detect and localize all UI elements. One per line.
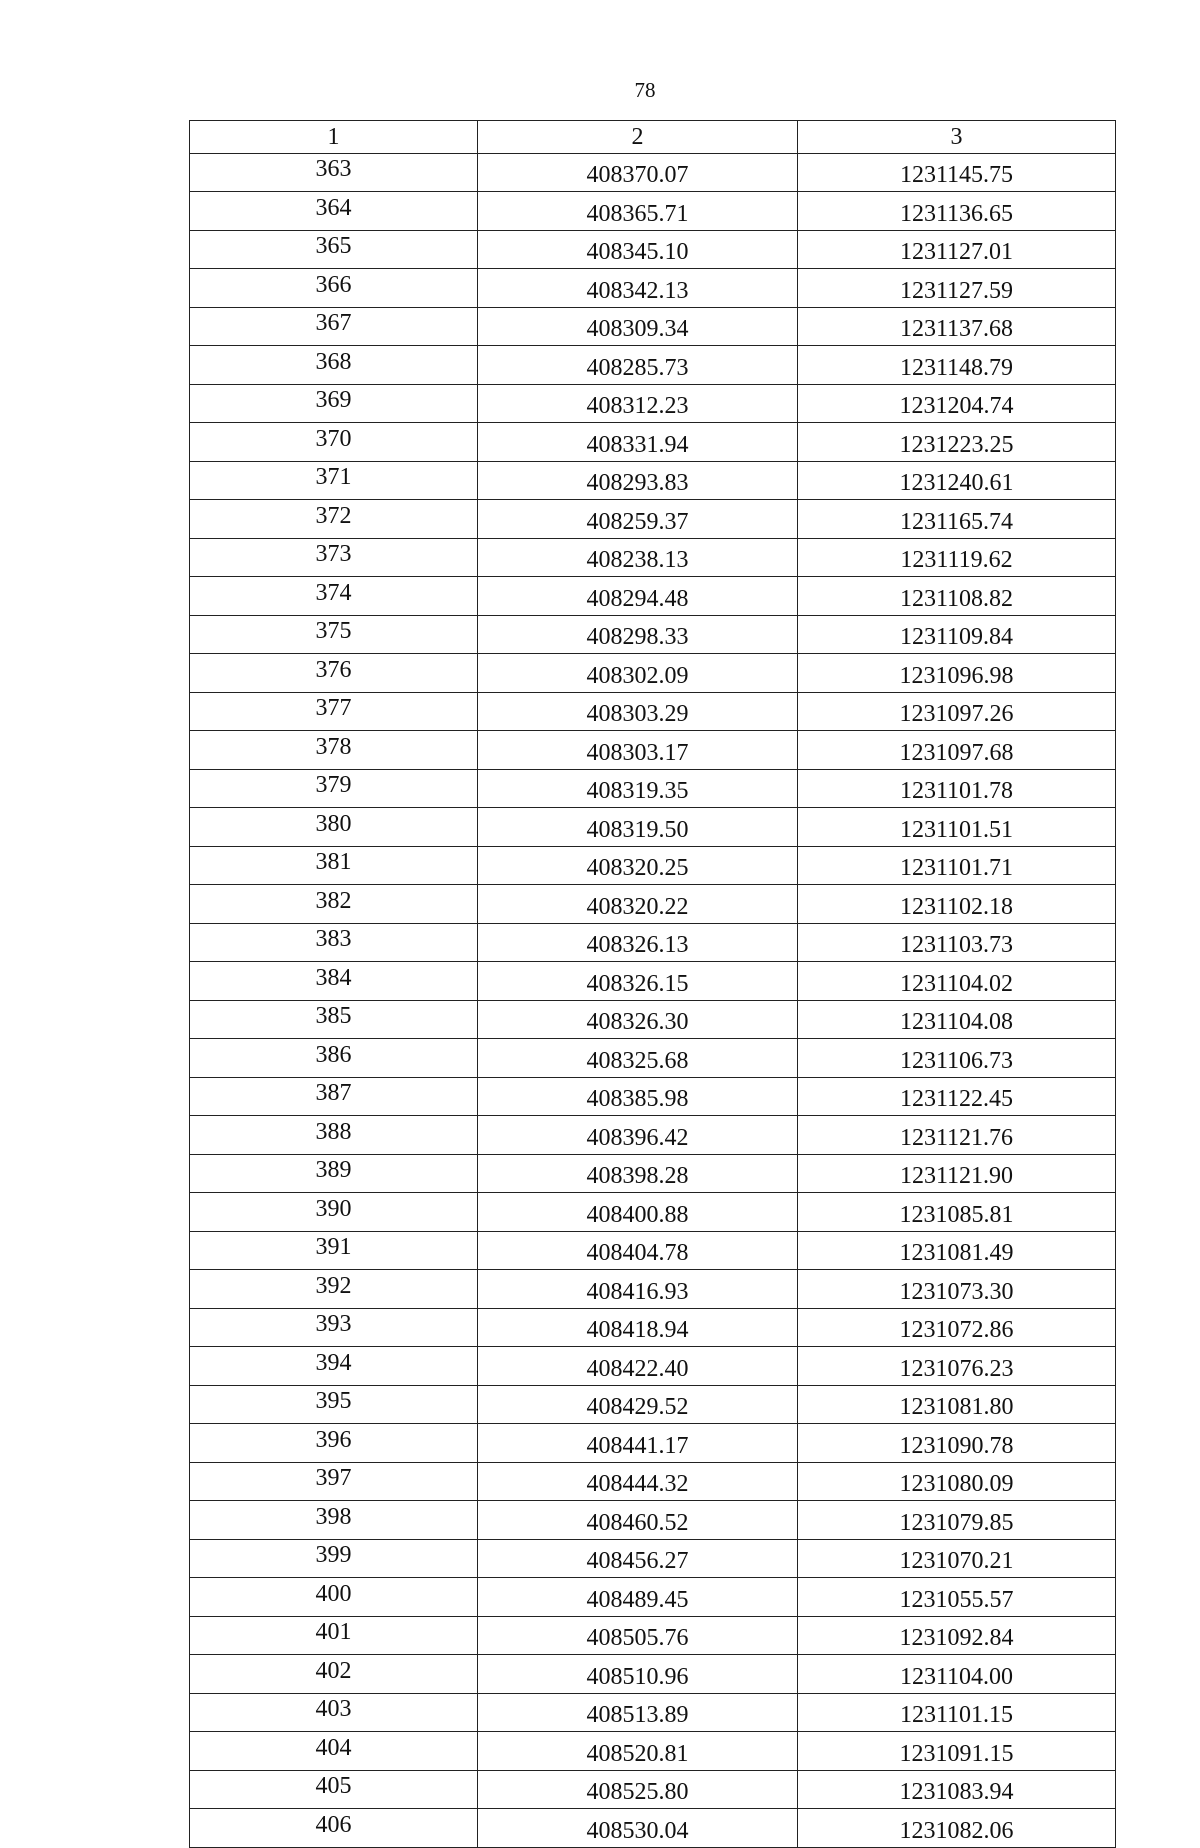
x-coordinate-cell: 408320.25 — [478, 846, 798, 885]
table-row — [190, 846, 1116, 885]
table-row — [190, 731, 1116, 770]
point-number-cell: 386 — [190, 1039, 478, 1078]
x-coordinate-cell: 408370.07 — [478, 153, 798, 192]
y-coordinate-cell: 1231127.59 — [798, 269, 1116, 308]
y-coordinate-cell: 1231101.51 — [798, 808, 1116, 847]
x-coordinate-cell: 408302.09 — [478, 654, 798, 693]
table-row — [190, 885, 1116, 924]
x-coordinate-cell: 408441.17 — [478, 1424, 798, 1463]
table-row — [190, 692, 1116, 731]
y-coordinate-cell: 1231080.09 — [798, 1462, 1116, 1501]
y-coordinate-cell: 1231165.74 — [798, 500, 1116, 539]
x-coordinate-cell: 408385.98 — [478, 1077, 798, 1116]
y-coordinate-cell: 1231136.65 — [798, 192, 1116, 231]
y-coordinate-cell: 1231097.26 — [798, 692, 1116, 731]
x-coordinate-cell: 408303.17 — [478, 731, 798, 770]
table-row — [190, 500, 1116, 539]
point-number-cell: 374 — [190, 577, 478, 616]
x-coordinate-cell: 408238.13 — [478, 538, 798, 577]
y-coordinate-cell: 1231076.23 — [798, 1347, 1116, 1386]
table-row — [190, 192, 1116, 231]
table-row — [190, 1270, 1116, 1309]
y-coordinate-cell: 1231055.57 — [798, 1578, 1116, 1617]
point-number-cell: 372 — [190, 500, 478, 539]
table-row — [190, 1616, 1116, 1655]
x-coordinate-cell: 408505.76 — [478, 1616, 798, 1655]
table-row — [190, 307, 1116, 346]
table-row — [190, 1347, 1116, 1386]
x-coordinate-cell: 408365.71 — [478, 192, 798, 231]
table-row — [190, 1539, 1116, 1578]
y-coordinate-cell: 1231122.45 — [798, 1077, 1116, 1116]
table-row — [190, 1501, 1116, 1540]
y-coordinate-cell: 1231204.74 — [798, 384, 1116, 423]
point-number-cell: 366 — [190, 269, 478, 308]
point-number-cell: 373 — [190, 538, 478, 577]
table-row — [190, 1000, 1116, 1039]
point-number-cell: 383 — [190, 923, 478, 962]
table-row — [190, 1193, 1116, 1232]
table-row — [190, 1077, 1116, 1116]
y-coordinate-cell: 1231081.80 — [798, 1385, 1116, 1424]
point-number-cell: 369 — [190, 384, 478, 423]
point-number-cell: 378 — [190, 731, 478, 770]
x-coordinate-cell: 408285.73 — [478, 346, 798, 385]
x-coordinate-cell: 408303.29 — [478, 692, 798, 731]
y-coordinate-cell: 1231091.15 — [798, 1732, 1116, 1771]
table-row — [190, 346, 1116, 385]
y-coordinate-cell: 1231119.62 — [798, 538, 1116, 577]
table-row — [190, 1424, 1116, 1463]
point-number-cell: 381 — [190, 846, 478, 885]
point-number-cell: 398 — [190, 1501, 478, 1540]
table-row — [190, 1655, 1116, 1694]
y-coordinate-cell: 1231102.18 — [798, 885, 1116, 924]
point-number-cell: 380 — [190, 808, 478, 847]
x-coordinate-cell: 408259.37 — [478, 500, 798, 539]
y-coordinate-cell: 1231090.78 — [798, 1424, 1116, 1463]
x-coordinate-cell: 408298.33 — [478, 615, 798, 654]
x-coordinate-cell: 408326.30 — [478, 1000, 798, 1039]
table-row — [190, 1462, 1116, 1501]
x-coordinate-cell: 408319.35 — [478, 769, 798, 808]
y-coordinate-cell: 1231121.90 — [798, 1154, 1116, 1193]
table-row — [190, 654, 1116, 693]
table-row — [190, 538, 1116, 577]
table-row — [190, 1308, 1116, 1347]
point-number-cell: 388 — [190, 1116, 478, 1155]
x-coordinate-cell: 408400.88 — [478, 1193, 798, 1232]
x-coordinate-cell: 408331.94 — [478, 423, 798, 462]
x-coordinate-cell: 408530.04 — [478, 1809, 798, 1848]
point-number-cell: 363 — [190, 153, 478, 192]
table-row — [190, 1732, 1116, 1771]
x-coordinate-cell: 408525.80 — [478, 1770, 798, 1809]
x-coordinate-cell: 408513.89 — [478, 1693, 798, 1732]
x-coordinate-cell: 408460.52 — [478, 1501, 798, 1540]
table-row — [190, 1809, 1116, 1848]
point-number-cell: 379 — [190, 769, 478, 808]
x-coordinate-cell: 408319.50 — [478, 808, 798, 847]
y-coordinate-cell: 1231101.71 — [798, 846, 1116, 885]
page-number: 78 — [634, 78, 656, 102]
x-coordinate-cell: 408345.10 — [478, 230, 798, 269]
point-number-cell: 393 — [190, 1308, 478, 1347]
x-coordinate-cell: 408422.40 — [478, 1347, 798, 1386]
y-coordinate-cell: 1231096.98 — [798, 654, 1116, 693]
x-coordinate-cell: 408416.93 — [478, 1270, 798, 1309]
table-row — [190, 808, 1116, 847]
point-number-cell: 402 — [190, 1655, 478, 1694]
y-coordinate-cell: 1231223.25 — [798, 423, 1116, 462]
point-number-cell: 392 — [190, 1270, 478, 1309]
x-coordinate-cell: 408293.83 — [478, 461, 798, 500]
point-number-cell: 389 — [190, 1154, 478, 1193]
y-coordinate-cell: 1231240.61 — [798, 461, 1116, 500]
y-coordinate-cell: 1231104.00 — [798, 1655, 1116, 1694]
y-coordinate-cell: 1231103.73 — [798, 923, 1116, 962]
table-row — [190, 615, 1116, 654]
table-row — [190, 962, 1116, 1001]
point-number-cell: 387 — [190, 1077, 478, 1116]
x-coordinate-cell: 408312.23 — [478, 384, 798, 423]
column-header-3: 3 — [798, 121, 1116, 154]
point-number-cell: 396 — [190, 1424, 478, 1463]
x-coordinate-cell: 408418.94 — [478, 1308, 798, 1347]
table-row — [190, 269, 1116, 308]
point-number-cell: 384 — [190, 962, 478, 1001]
point-number-cell: 390 — [190, 1193, 478, 1232]
y-coordinate-cell: 1231127.01 — [798, 230, 1116, 269]
x-coordinate-cell: 408429.52 — [478, 1385, 798, 1424]
table-row — [190, 153, 1116, 192]
table-row — [190, 1039, 1116, 1078]
point-number-cell: 405 — [190, 1770, 478, 1809]
y-coordinate-cell: 1231073.30 — [798, 1270, 1116, 1309]
point-number-cell: 404 — [190, 1732, 478, 1771]
point-number-cell: 382 — [190, 885, 478, 924]
table-row — [190, 1231, 1116, 1270]
point-number-cell: 371 — [190, 461, 478, 500]
table-row — [190, 1693, 1116, 1732]
table-row — [190, 1154, 1116, 1193]
y-coordinate-cell: 1231121.76 — [798, 1116, 1116, 1155]
table-row — [190, 1578, 1116, 1617]
y-coordinate-cell: 1231148.79 — [798, 346, 1116, 385]
table-row — [190, 1770, 1116, 1809]
x-coordinate-cell: 408325.68 — [478, 1039, 798, 1078]
point-number-cell: 399 — [190, 1539, 478, 1578]
y-coordinate-cell: 1231079.85 — [798, 1501, 1116, 1540]
point-number-cell: 391 — [190, 1231, 478, 1270]
x-coordinate-cell: 408342.13 — [478, 269, 798, 308]
table-row — [190, 423, 1116, 462]
x-coordinate-cell: 408398.28 — [478, 1154, 798, 1193]
column-header-1: 1 — [190, 121, 478, 154]
table-header-row — [190, 121, 1116, 154]
x-coordinate-cell: 408520.81 — [478, 1732, 798, 1771]
point-number-cell: 400 — [190, 1578, 478, 1617]
x-coordinate-cell: 408326.15 — [478, 962, 798, 1001]
coordinates-table — [189, 120, 1116, 1848]
x-coordinate-cell: 408326.13 — [478, 923, 798, 962]
point-number-cell: 377 — [190, 692, 478, 731]
table-row — [190, 230, 1116, 269]
y-coordinate-cell: 1231082.06 — [798, 1809, 1116, 1848]
x-coordinate-cell: 408320.22 — [478, 885, 798, 924]
table-row — [190, 461, 1116, 500]
table-row — [190, 577, 1116, 616]
point-number-cell: 365 — [190, 230, 478, 269]
table-row — [190, 769, 1116, 808]
y-coordinate-cell: 1231085.81 — [798, 1193, 1116, 1232]
x-coordinate-cell: 408489.45 — [478, 1578, 798, 1617]
point-number-cell: 375 — [190, 615, 478, 654]
y-coordinate-cell: 1231072.86 — [798, 1308, 1116, 1347]
y-coordinate-cell: 1231092.84 — [798, 1616, 1116, 1655]
x-coordinate-cell: 408396.42 — [478, 1116, 798, 1155]
y-coordinate-cell: 1231101.15 — [798, 1693, 1116, 1732]
y-coordinate-cell: 1231070.21 — [798, 1539, 1116, 1578]
table-row — [190, 1385, 1116, 1424]
point-number-cell: 403 — [190, 1693, 478, 1732]
point-number-cell: 367 — [190, 307, 478, 346]
y-coordinate-cell: 1231108.82 — [798, 577, 1116, 616]
point-number-cell: 395 — [190, 1385, 478, 1424]
x-coordinate-cell: 408510.96 — [478, 1655, 798, 1694]
table-row — [190, 923, 1116, 962]
y-coordinate-cell: 1231104.02 — [798, 962, 1116, 1001]
y-coordinate-cell: 1231081.49 — [798, 1231, 1116, 1270]
x-coordinate-cell: 408456.27 — [478, 1539, 798, 1578]
table-row — [190, 384, 1116, 423]
column-header-2: 2 — [478, 121, 798, 154]
point-number-cell: 385 — [190, 1000, 478, 1039]
point-number-cell: 406 — [190, 1809, 478, 1848]
table-row — [190, 1116, 1116, 1155]
y-coordinate-cell: 1231137.68 — [798, 307, 1116, 346]
point-number-cell: 376 — [190, 654, 478, 693]
point-number-cell: 368 — [190, 346, 478, 385]
y-coordinate-cell: 1231101.78 — [798, 769, 1116, 808]
x-coordinate-cell: 408404.78 — [478, 1231, 798, 1270]
y-coordinate-cell: 1231104.08 — [798, 1000, 1116, 1039]
point-number-cell: 364 — [190, 192, 478, 231]
point-number-cell: 397 — [190, 1462, 478, 1501]
point-number-cell: 394 — [190, 1347, 478, 1386]
y-coordinate-cell: 1231109.84 — [798, 615, 1116, 654]
point-number-cell: 370 — [190, 423, 478, 462]
point-number-cell: 401 — [190, 1616, 478, 1655]
table-body — [190, 153, 1116, 1847]
x-coordinate-cell: 408294.48 — [478, 577, 798, 616]
y-coordinate-cell: 1231097.68 — [798, 731, 1116, 770]
y-coordinate-cell: 1231083.94 — [798, 1770, 1116, 1809]
x-coordinate-cell: 408444.32 — [478, 1462, 798, 1501]
y-coordinate-cell: 1231106.73 — [798, 1039, 1116, 1078]
y-coordinate-cell: 1231145.75 — [798, 153, 1116, 192]
x-coordinate-cell: 408309.34 — [478, 307, 798, 346]
